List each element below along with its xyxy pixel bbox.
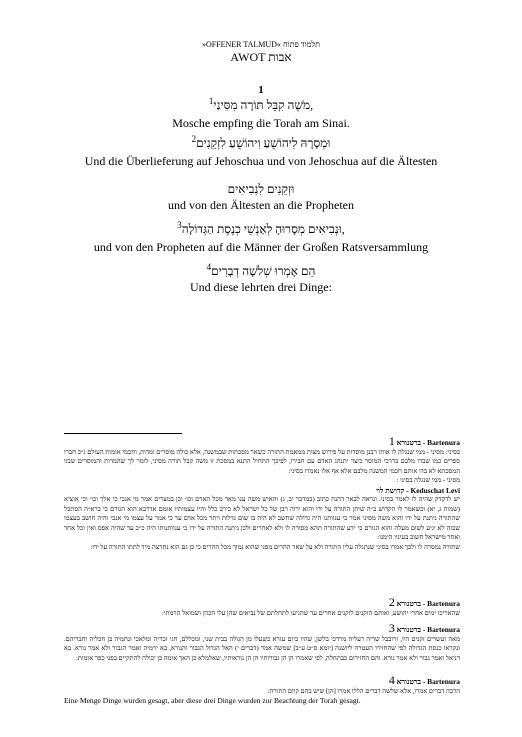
footnote-heading: Bartenura - ברטנורא 2: [388, 595, 460, 609]
verse-hebrew: וּנְבִיאִים מְסָרוּהָ לְאַנְשֵׁי כְנֶסֶת הַגְּדוֹלָה$^3$ ,: [177, 220, 345, 236]
series-header: »OFFENER TALMUD« תלמוד פתוח: [201, 40, 321, 49]
footnote-divider: [64, 433, 182, 434]
verse-hebrew: מֹשֶׁה קִבֵּל תּוֹרָה מִסִּינַי$^1$ ,: [208, 96, 314, 112]
footnote-number: 1: [388, 434, 395, 448]
footnote-text: הרבה דברים אמרו, אלא שלשה דברים הללו אמרו [הן] שיש בהם קיום התורה:: [267, 687, 460, 695]
footnote-3: [64, 621, 460, 663]
verse-hebrew: וּמְסָרָהּ לִיהוֹשֻׁעַ וִיהוֹשֻׁעַ לִזְקֵנִים$^2$: [191, 134, 331, 150]
footnote-ref[interactable]: 1: [208, 96, 214, 106]
footnote-text: יש לדקדק שהיה לו לאמר בסיני. ונראה לבאר דהנה כתוב (במדבר יב, ג) והאיש משה ענו מאד מכל האדם וכו׳ וכן במצרים אמר מי אנכי כי אלך וכו׳ וכי אוציא (שמות ג, יא) וכשאמר לו הקדוש ב״ה שיתן התורה על ידו והוא ירוה רבן של כל ישראל לא כירב כלל והיו עצמותיו אומם אדרבא הוא הגורם כי ברא״ה הסתכל שהתורה ניתנת על ידו והוא משה מסיני אמר כי ענוותנו היה גדולה שחשב לא היה בו שום גדלות ויתר מכל אדם עד כי אמר על עצמו מי אנכי והיה חושב בעצמו שבזה לא יגיע לשום מעלה והוא הגורם כי ידע שהתורה תהא מסורה לו ולא לאחרים ולכן ניתנה התורה על ידו כי ענוותנותו היה כ״כ עד שהיה אפס ואין וכל אחד ואחד מישראל חשוב בעיניו הימנו:: [64, 496, 460, 541]
footnote-number: 2: [388, 595, 395, 609]
verse-german: Und die Überlieferung auf Jehoschua und von Jehoschua auf die Ältesten: [84, 154, 438, 168]
footnote-subtext: מסיני - ממי שנגלה בסיני :: [396, 477, 460, 484]
tractate-title: AWOT אבות: [230, 50, 292, 64]
footnote-ref[interactable]: 4: [206, 262, 212, 272]
footnote-german: Eine Menge Dinge wurden gesagt, aber diese drei Dinge wurden zur Beachtung der Torah gesagt.: [64, 696, 361, 705]
footnote-heading: Keduschat Levi - קדושת לוי: [376, 485, 460, 495]
footnote-4: [64, 673, 460, 706]
footnote-1: [64, 434, 460, 552]
verse-hebrew: הֵם אָמְרוּ שְׁלֹשָׁה דְבָרִים$^4$: [206, 262, 316, 278]
verse-german: und von den Ältesten an die Propheten: [168, 198, 354, 212]
footnote-heading: Bartenura - ברטנורא 1: [388, 434, 460, 448]
footnote-ref[interactable]: 3: [177, 220, 182, 230]
verse-german: Mosche empfing die Torah am Sinai.: [172, 116, 350, 130]
chapter-number: 1: [258, 84, 264, 96]
footnote-text: בסיני: מסיני - ממי שנגלה לו אותו רבנן מוסדות על פירוש מצות ממאמת התורה כשאר מסכתות שבמשנה, אלא כולה מוסרים ומדות, וחכמי אומות העולם ג״כ חברו ספרים כמו שבדו מלבם בדרכי המוסר כיצד יתנהג האדם עם חבירו, לפיכך התחיל התנא במסכת זו משה קבל תורה מסיני, לומר לך שהמדות והמוסרים שבזו המסכתא לא בדו אותם חכמי המשנה מלבם אלא אף אלו נאמרו בסיני:: [64, 448, 460, 475]
verse-hebrew: וּזְקֵנִים לִנְבִיאִים: [227, 182, 295, 196]
footnote-2: [64, 595, 460, 618]
footnote-number: 3: [388, 621, 395, 635]
footnote-heading: Bartenura - ברטנורא 3: [388, 621, 460, 635]
footnote-number: 4: [388, 673, 395, 687]
footnote-text: שתורה נמסרה לו ולכך אמרו בסיני שנתגלה עליו התורה ולא על שאר ההרים מפני שהוא נמוך מכל ההרים כי כן גם הוא נתרצה מיד לתתו התורה על ידו:: [90, 543, 460, 551]
footnote-ref[interactable]: 2: [191, 134, 197, 144]
verse-german: Und diese lehrten drei Dinge:: [190, 280, 332, 294]
footnote-text: שהאריכו ימים אחרי יהושע, ואותם הזקנים לזקנים אחרים עד שהגיעו לתחלתם של נביאים שהן עלי הכהן ושמואל הרמתי:: [161, 609, 460, 617]
footnote-heading: Bartenura - ברטנורא 4: [388, 673, 460, 687]
verse-german: und von den Propheten auf die Männer der Großen Ratsversammlung: [93, 240, 429, 254]
footnote-text: מאה ועשרים זקנים היו, זרובבל שריה רעליה מרדכי בלשן, שהיו ביום עזרא כשעלו מן הגולה בבית שני, ומכללם, חגי זכריה ומלאכי ונחמיה בן חכליה וחבריהם. ונקראו כנסת הגדולה לפי שהחזירו העטרה ליושנה [יומא ס״ט ע״ב] שמשה אמר (דברים י) האל הגדול הגבור והנורא, בא ירמיה ואמר הגבור ולא אמר נורא. בא דניאל ואמר גבור ולא אמר נורא. והם החזירום כבתחלה, לפי שאמרו הן הן גבורותיו הן הן נוראותיו, שאלמלא כן האך אומה כן יכולה להתקיים בפני כפר אומות:: [64, 635, 460, 662]
